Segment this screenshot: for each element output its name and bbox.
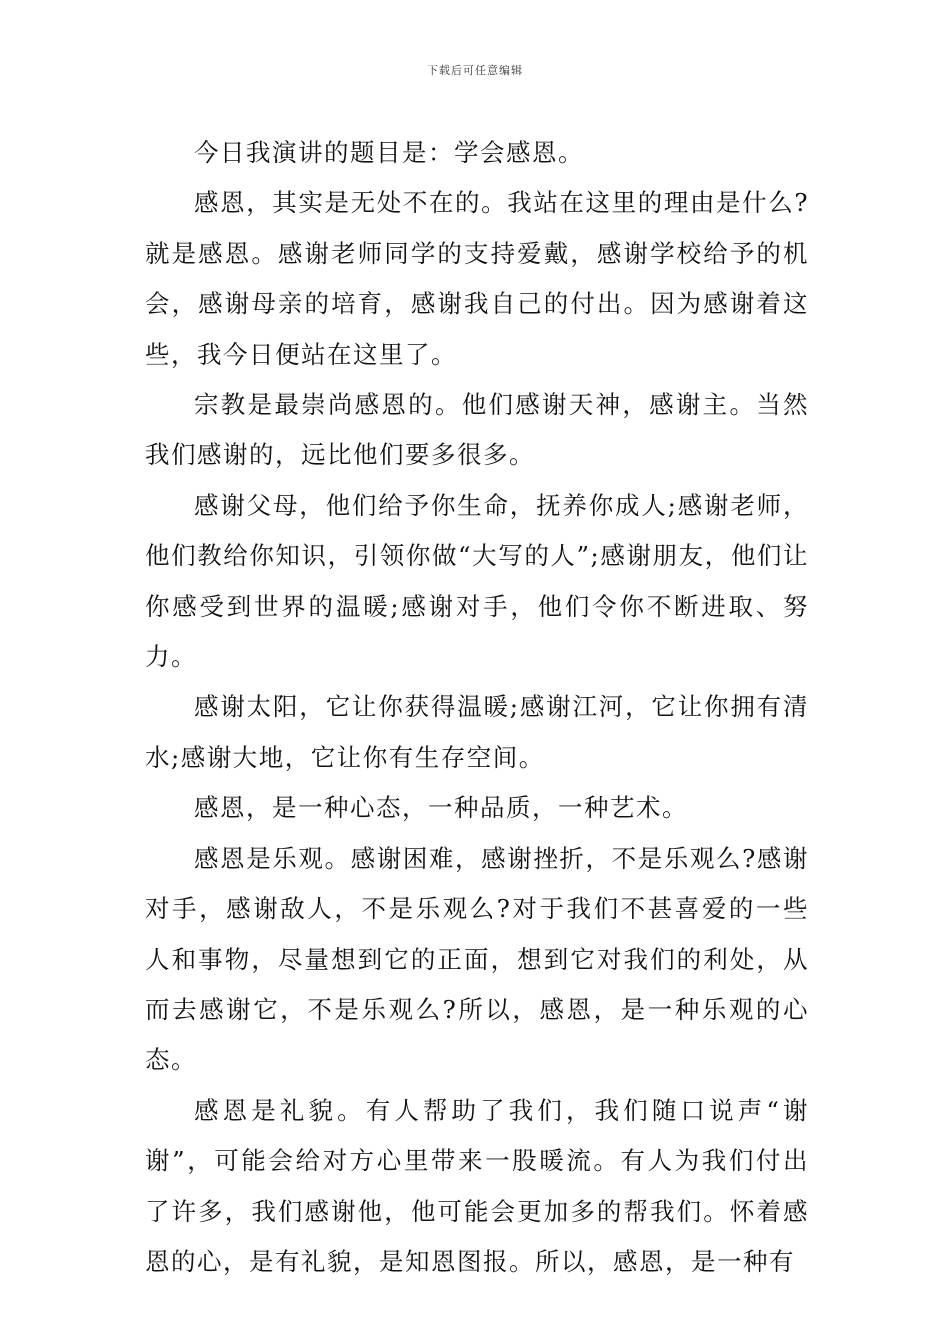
- header-note: 下载后可任意编辑: [427, 64, 523, 77]
- paragraph: 感谢太阳，它让你获得温暖;感谢江河，它让你拥有清水;感谢大地，它让你有生存空间。: [145, 692, 809, 772]
- paragraph: 感恩是礼貌。有人帮助了我们，我们随口说声“谢谢”，可能会给对方心里带来一股暖流。有人为我们付出了许多，我们感谢他，他可能会更加多的帮我们。怀着感恩的心，是有礼貌，是知恩图报。所以，感恩，是一种有: [145, 1095, 809, 1276]
- paragraph: 感恩，是一种心态，一种品质，一种艺术。: [194, 793, 688, 823]
- speech-body: [145, 128, 809, 1287]
- paragraph: 宗教是最崇尚感恩的。他们感谢天神，感谢主。当然我们感谢的，远比他们要多很多。: [145, 390, 809, 470]
- paragraph: 感恩是乐观。感谢困难，感谢挫折，不是乐观么?感谢对手，感谢敌人，不是乐观么?对于我们不甚喜爱的一些人和事物，尽量想到它的正面，想到它对我们的利处，从而去感谢它，不是乐观么?所以，感恩，是一种乐观的心态。: [145, 843, 809, 1075]
- paragraph-title: 今日我演讲的题目是：学会感恩。: [194, 138, 584, 167]
- paragraph: 感恩，其实是无处不在的。我站在这里的理由是什么?就是感恩。感谢老师同学的支持爱戴，感谢学校给予的机会，感谢母亲的培育，感谢我自己的付出。因为感谢着这些，我今日便站在这里了。: [145, 188, 809, 369]
- paragraph: 感谢父母，他们给予你生命，抚养你成人;感谢老师，他们教给你知识，引领你做“大写的人”;感谢朋友，他们让你感受到世界的温暖;感谢对手，他们令你不断进取、努力。: [145, 490, 809, 672]
